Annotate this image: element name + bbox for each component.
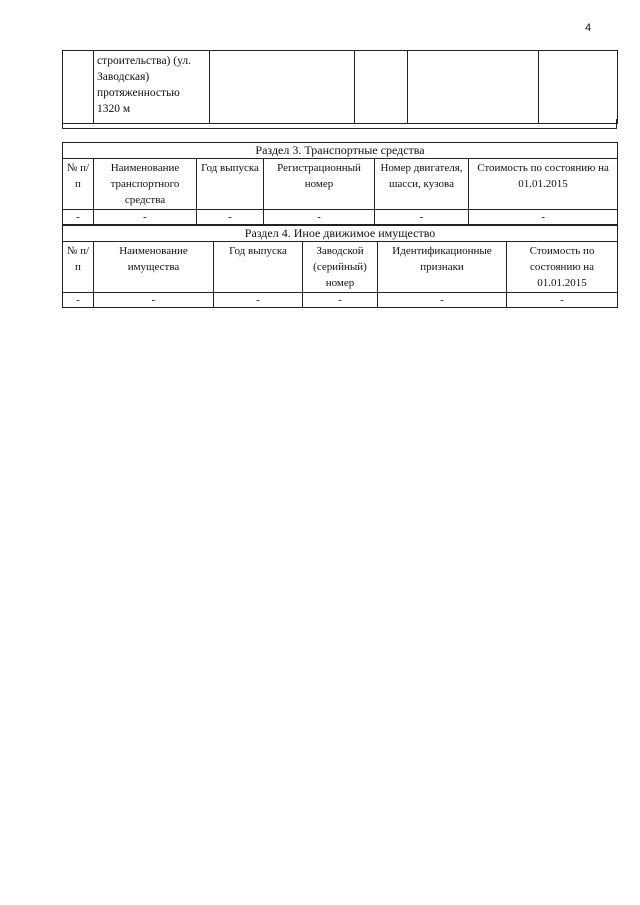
empty-cell (355, 51, 408, 124)
column-header: Наименование транспортного средства (94, 159, 197, 210)
column-header: Заводской (серийный) номер (303, 242, 378, 293)
section4-table (62, 225, 618, 308)
column-header: № п/п (63, 159, 94, 210)
column-header: Наименование имущества (94, 242, 214, 293)
header-row (63, 159, 618, 210)
table-cell: - (94, 210, 197, 225)
column-header: Год выпуска (197, 159, 264, 210)
table-cell: - (375, 210, 469, 225)
table-row (63, 51, 618, 124)
table-cell: - (507, 293, 618, 308)
table-spacer-row (62, 119, 617, 129)
table-cell: - (214, 293, 303, 308)
column-header: Идентификационные признаки (378, 242, 507, 293)
table-cell: - (264, 210, 375, 225)
column-header: Стоимость по состоянию на 01.01.2015 (469, 159, 618, 210)
description-line: 1320 м (97, 103, 131, 115)
table-cell: - (378, 293, 507, 308)
table-row (63, 210, 618, 225)
section2-continuation-table (62, 50, 618, 124)
column-header: Регистрационный номер (264, 159, 375, 210)
column-header: Стоимость по состоянию на 01.01.2015 (507, 242, 618, 293)
section4-title: Раздел 4. Иное движимое имущество (63, 226, 618, 242)
section3-table (62, 142, 618, 225)
table-cell: - (63, 293, 94, 308)
column-header: № п/п (63, 242, 94, 293)
page-number: 4 (585, 22, 592, 34)
object-description (94, 51, 210, 124)
cell-number (63, 51, 94, 124)
header-row (63, 242, 618, 293)
empty-cell (408, 51, 539, 124)
empty-cell (210, 51, 355, 124)
table-cell: - (63, 210, 94, 225)
column-header: Год выпуска (214, 242, 303, 293)
table-row (63, 293, 618, 308)
table-cell: - (197, 210, 264, 225)
description-line: протяженностью (97, 87, 180, 99)
column-header: Номер двигателя, шасси, кузова (375, 159, 469, 210)
table-cell: - (303, 293, 378, 308)
table-cell: - (94, 293, 214, 308)
empty-cell (539, 51, 618, 124)
description-line: строительства) (ул. (97, 55, 191, 67)
table-cell: - (469, 210, 618, 225)
section3-title: Раздел 3. Транспортные средства (63, 143, 618, 159)
description-line: Заводская) (97, 71, 150, 83)
